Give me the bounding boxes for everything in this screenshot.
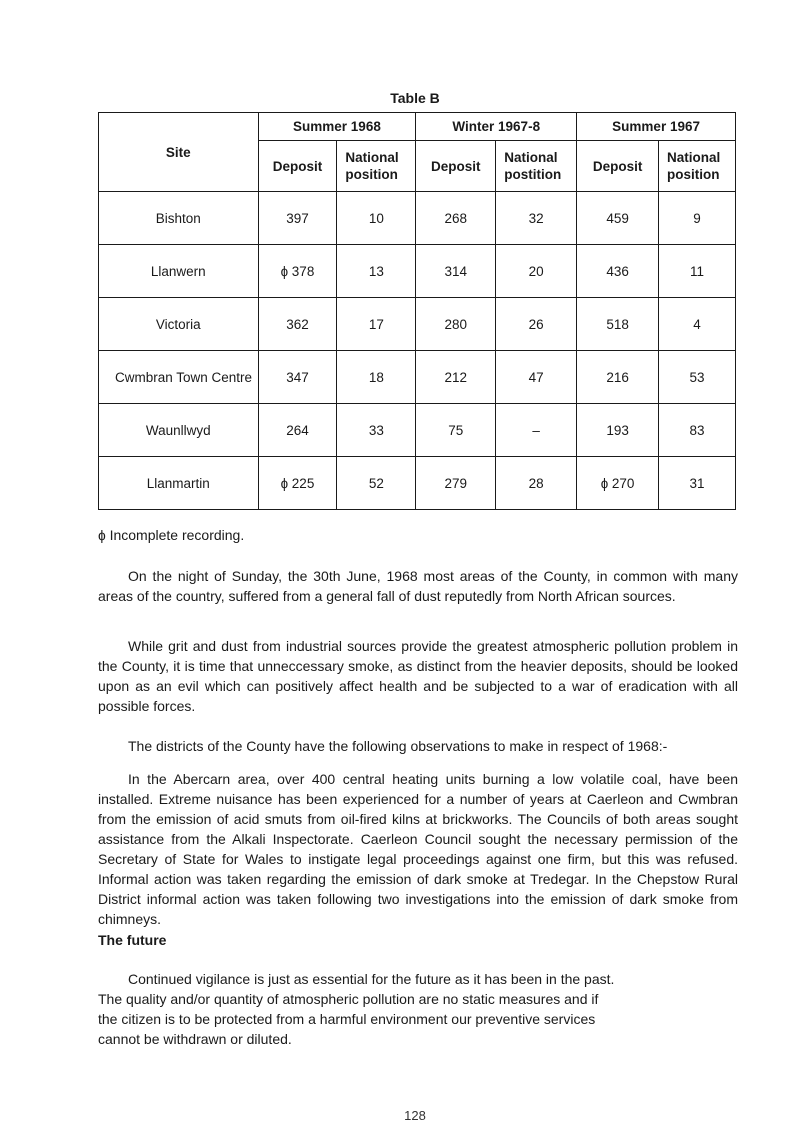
table-cell: 268 [416, 192, 496, 245]
period-header-summer-1968: Summer 1968 [258, 113, 416, 141]
site-name: Victoria [99, 298, 259, 351]
paragraph-dust-fall: On the night of Sunday, the 30th June, 1968 most areas of the County, in common with many areas of the country, suffered from a general fall of dust reputedly from North African sources. [98, 568, 738, 604]
table-row [99, 298, 736, 351]
period-header-winter-1967-8: Winter 1967-8 [416, 113, 577, 141]
subheader-national-position: National position [659, 141, 736, 192]
table-cell: 11 [659, 245, 736, 298]
subheader-deposit: Deposit [577, 141, 659, 192]
table-title: Table B [390, 90, 440, 106]
table-row [99, 245, 736, 298]
table-cell: 26 [496, 298, 577, 351]
table-cell: 314 [416, 245, 496, 298]
deposit-table [98, 112, 736, 510]
subheader-deposit: Deposit [416, 141, 496, 192]
table-cell: 75 [416, 404, 496, 457]
table-cell: 4 [659, 298, 736, 351]
paragraph-abercarn: In the Abercarn area, over 400 central heating units burning a low volatile coal, have been installed. Extreme nuisance has been experienced for a number of years at Caerleon and Cwmbran from the emission of acid smuts from oil-fired kilns at brickworks. The Councils of both areas sought assistance from the Alkali Inspectorate. Caerleon Council sought the necessary permission of the Secretary of State for Wales to instigate legal proceedings against one firm, but this was refused. Informal action was taken regarding the emission of dark smoke at Tredegar. In the Chepstow Rural District informal action was taken following two investigations into the emission of dark smoke from chimneys. [98, 771, 738, 927]
table-cell: 32 [496, 192, 577, 245]
table-cell: 212 [416, 351, 496, 404]
site-header: Site [99, 113, 259, 192]
page-number: 128 [404, 1108, 426, 1123]
site-name: Llanwern [99, 245, 259, 298]
table-row [99, 351, 736, 404]
table-cell: 17 [337, 298, 416, 351]
table-cell: 279 [416, 457, 496, 510]
paragraph-district-observations: The districts of the County have the following observations to make in respect of 1968:- [128, 738, 668, 754]
table-cell: 28 [496, 457, 577, 510]
table-cell: 83 [659, 404, 736, 457]
table-cell: 264 [258, 404, 337, 457]
subheader-national-position: National postition [496, 141, 577, 192]
table-cell: 280 [416, 298, 496, 351]
site-name: Waunllwyd [99, 404, 259, 457]
table-cell: 33 [337, 404, 416, 457]
table-cell: ɸ 378 [258, 245, 337, 298]
table-cell: 193 [577, 404, 659, 457]
paragraph-grit-dust: While grit and dust from industrial sources provide the greatest atmospheric pollution problem in the County, it is time that unneccessary smoke, as distinct from the heavier deposits, should be looked upon as an evil which can positively affect health and be subjected to a war of eradication with all possible forces. [98, 638, 738, 714]
section-heading-future: The future [98, 932, 167, 948]
table-cell: 362 [258, 298, 337, 351]
table-cell: 397 [258, 192, 337, 245]
period-header-summer-1967: Summer 1967 [577, 113, 736, 141]
footnote-incomplete-recording: ɸ Incomplete recording. [98, 527, 245, 543]
table-cell: 347 [258, 351, 337, 404]
table-cell: ɸ 270 [577, 457, 659, 510]
table-cell: 13 [337, 245, 416, 298]
table-row [99, 457, 736, 510]
table-cell: 20 [496, 245, 577, 298]
table-cell: – [496, 404, 577, 457]
table-cell: 52 [337, 457, 416, 510]
subheader-national-position: National position [337, 141, 416, 192]
table-cell: 216 [577, 351, 659, 404]
table-cell: 436 [577, 245, 659, 298]
table-cell: 31 [659, 457, 736, 510]
site-name: Cwmbran Town Centre [99, 351, 259, 404]
table-row [99, 404, 736, 457]
table-cell: 18 [337, 351, 416, 404]
table-cell: 459 [577, 192, 659, 245]
table-cell: 53 [659, 351, 736, 404]
table-cell: ɸ 225 [258, 457, 337, 510]
table-row [99, 192, 736, 245]
paragraph-future: Continued vigilance is just as essential for the future as it has been in the past. The quality and/or quantity of atmospheric pollution are no static measures and if the citizen is to be protected from a harmful environment our preventive services cannot be withdrawn or diluted. [98, 971, 615, 1047]
site-name: Llanmartin [99, 457, 259, 510]
site-name: Bishton [99, 192, 259, 245]
table-cell: 10 [337, 192, 416, 245]
subheader-deposit: Deposit [258, 141, 337, 192]
table-cell: 47 [496, 351, 577, 404]
table-cell: 9 [659, 192, 736, 245]
table-cell: 518 [577, 298, 659, 351]
